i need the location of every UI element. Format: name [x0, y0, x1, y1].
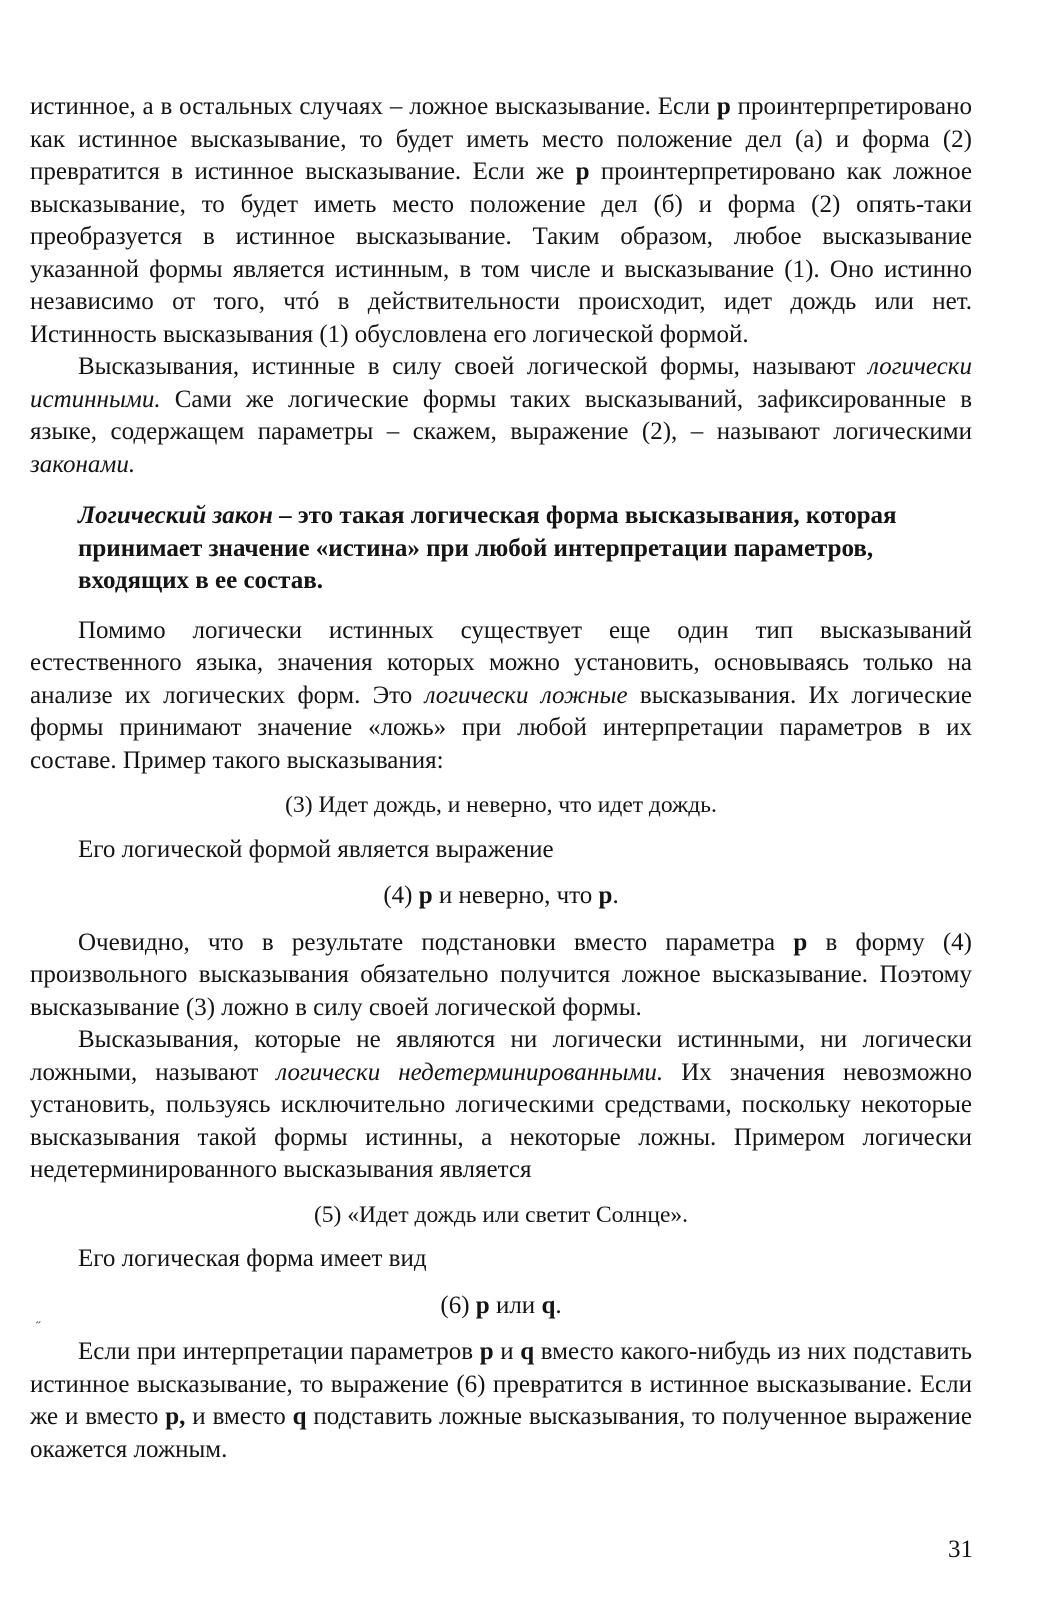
page-body — [30, 91, 972, 1466]
definition-logical-law: Логический закон – это такая логическая форма высказывания, которая принимает значение «истина» при любой интерпретации параметров, входящих в ее состав. — [78, 502, 897, 594]
formula-6: (6) p или q. — [440, 1291, 562, 1319]
paragraph-6: Высказывания, которые не являются ни логически истинными, ни логически ложными, называют логически недетерминированными. Их значения невозможно установить, пользуясь исключительно логическими средствами, поскольку некоторые высказывания такой формы истинны, а некоторые ложны. Примером логически недетерминированного высказывания является — [30, 1026, 973, 1183]
page-number: 31 — [948, 1536, 973, 1563]
example-5: (5) «Идет дождь или светит Солнце». — [313, 1201, 689, 1228]
var-p: p — [716, 93, 731, 120]
paragraph-1: истинное, а в остальных случаях – ложное высказывание. Если p проинтерпретировано как истинное высказывание, то будет иметь место положение дел (а) и форма (2) превратится в истинное высказывание. Если же p проинтерпретировано как ложное высказывание, то будет иметь место положение дел (б) и форма (2) опять-таки преобразуется в истинное высказывание. Таким образом, любое высказывание указанной формы является истинным, в том числе и высказывание (1). Оно истинно независимо от того, чтó в действительности происходит, идет дождь или нет. Истинность высказывания (1) обусловлена его логической формой. — [30, 93, 973, 348]
term-laws: законами. — [30, 450, 136, 478]
paragraph-4: Его логической формой является выражение — [78, 835, 554, 863]
term-logically-indeterminate: логически недетерминированными. — [276, 1058, 664, 1086]
scan-speck: ˶ — [36, 1314, 41, 1329]
definition-term: Логический закон — [78, 502, 273, 529]
example-3: (3) Идет дождь, и неверно, что идет дождь. — [285, 792, 717, 818]
paragraph-8: Если при интерпретации параметров p и q вместо какого-нибудь из них подставить истинное высказывание, то выражение (6) превратится в истинное высказывание. Если же и вместо p, и вместо q подставить ложные высказывания, то полученное выражение окажется ложным. — [30, 1338, 972, 1463]
term-logically-false: логически ложные — [424, 681, 628, 709]
formula-4: (4) p и неверно, что p. — [383, 882, 619, 909]
paragraph-2: Высказывания, истинные в силу своей логической формы, называют логически истинными. Сами же логические формы таких высказываний, зафиксированные в языке, содержащем параметры – скажем, выражение (2), – называют логическими законами. — [30, 353, 972, 478]
paragraph-5: Очевидно, что в результате подстановки вместо параметра p в форму (4) произвольного высказывания обязательно получится ложное высказывание. Поэтому высказывание (3) ложно в силу своей логической формы. — [30, 928, 972, 1021]
paragraph-3: Помимо логически истинных существует еще один тип высказываний естественного языка, значения которых можно установить, основываясь только на анализе их логических форм. Это логически ложные высказывания. Их логические формы принимают значение «ложь» при любой интерпретации параметров в их составе. Пример такого высказывания: — [30, 616, 973, 774]
paragraph-7: Его логическая форма имеет вид — [78, 1245, 427, 1272]
term-logically-true: логически истинными. — [30, 353, 972, 413]
var-p: p — [575, 158, 590, 185]
